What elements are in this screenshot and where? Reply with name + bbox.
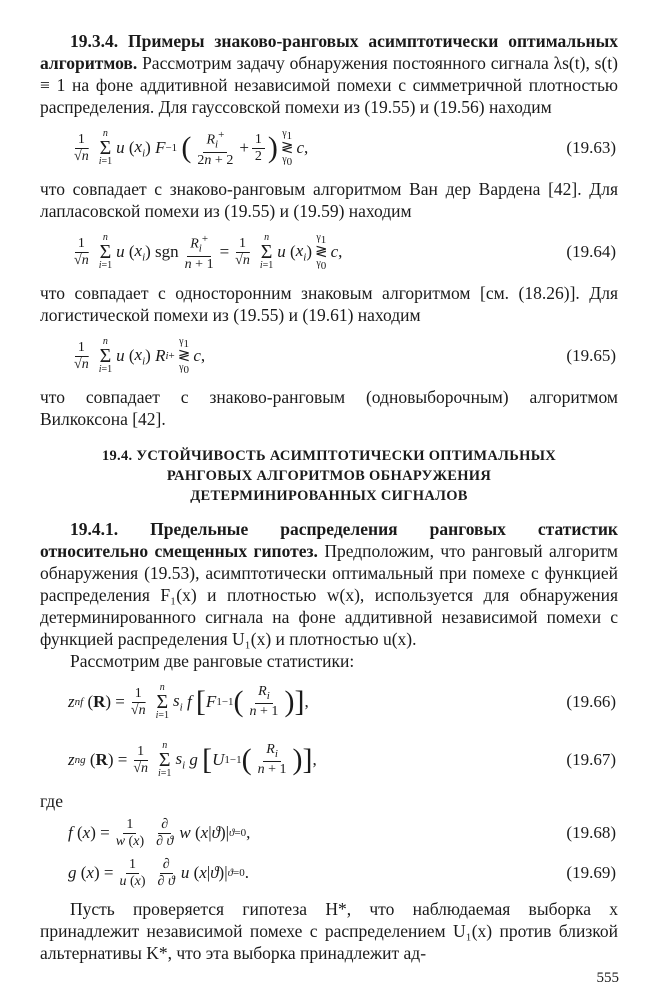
paragraph-7: где <box>40 791 63 811</box>
page-number: 555 <box>596 970 619 986</box>
paragraph-2: что совпадает с знаково-ранговым алгоритмом Ван дер Вардена [42]. Для лапласовской помехи из (19.55) и (19.59) находим <box>40 179 618 221</box>
page-content <box>40 30 618 964</box>
equation-19-68: f ( x ) = $\frac{1}{w (x)}$ $\frac{\partial}{\partial ϑ}$ w ( x | ϑ )| ϑ=0 , (19.68) <box>68 816 616 849</box>
equation-number: (19.67) <box>566 750 616 769</box>
equation-19-69: g ( x ) = $\frac{1}{u (x)}$ $\frac{\partial}{\partial ϑ}$ u ( x | ϑ )| ϑ=0 . (19.69) <box>68 856 616 889</box>
paragraph-8: Пусть проверяется гипотеза H*, что наблюдаемая выборка x принадлежит независимой помехе с распределением U₁(x) против близкой альтернативы K*, что эта выборка принадлежит ад- <box>40 899 618 963</box>
equation-19-65: $\frac{1}{√n}$ n Σ i=1 u ( $x_i$ ) R i + $\gamma_1$ ≷ $\gamma_0$ c , (19.65) <box>74 336 616 376</box>
paragraph-19-4-1: 19.4.1. Предельные распределения ранговых статистик относительно смещенных гипотез. Предположим, что ранговый алгоритм обнаружения (19.53), асимптотически оптимальный при помехе с функцией распределения F₁(x) и плотностью w(x), используется для обнаружения детерминированного сигнала на фоне аддитивной независимой помехи с функцией распределения U₁(x) и плотностью u(x). <box>40 519 618 649</box>
subsection-title-19-4-1: 19.4.1. Предельные распределения ранговых статистик относительно смещенных гипотез. <box>40 519 618 561</box>
equation-number: (19.64) <box>566 242 616 261</box>
equation-number: (19.66) <box>566 692 616 711</box>
paragraph-3: что совпадает с односторонним знаковым алгоритмом [см. (18.26)]. Для логистической помехи из (19.55) и (19.61) находим <box>40 283 618 325</box>
equation-19-63: $\frac{1}{√n}$ n Σ i=1 u ( $x_i$ ) F −1 ( $\frac{R_i^+}{2n + 2}$ + $\frac{1}{2}$ ) $\gamma_1$ ≷ $\gamma_0$ c , (19.63) <box>74 128 616 169</box>
equation-19-66: z nf ( R ) = $\frac{1}{√n}$ n Σ i=1 $s_i$ f [ F 1 −1 ( $\frac{R_i}{n + 1}$ ) ] , (19.66) <box>68 682 616 721</box>
equation-number: (19.63) <box>566 138 616 157</box>
equation-number: (19.69) <box>566 863 616 882</box>
equation-19-64: $\frac{1}{√n}$ n Σ i=1 u ( $x_i$ ) sgn $\frac{R_i^+}{n + 1}$ = $\frac{1}{√n}$ n Σ i=1 u ( $x_i$ ) $\gamma_1$ ≷ $\gamma_0$ c , (19.64) <box>74 232 616 273</box>
paragraph-6: Рассмотрим две ранговые статистики: <box>70 651 355 671</box>
section-heading-19-4: 19.4. УСТОЙЧИВОСТЬ АСИМПТОТИЧЕСКИ ОПТИМАЛЬНЫХ РАНГОВЫХ АЛГОРИТМОВ ОБНАРУЖЕНИЯ ДЕТЕРМИНИРОВАННЫХ СИГНАЛОВ <box>101 448 557 504</box>
paragraph-4: что совпадает с знаково-ранговым (одновыборочным) алгоритмом Вилкоксона [42]. <box>40 387 618 429</box>
paragraph-19-3-4: 19.3.4. Примеры знаково-ранговых асимптотически оптимальных алгоритмов. Рассмотрим задачу обнаружения постоянного сигнала λs(t), s(t) ≡ 1 на фоне аддитивной независимой помехи с симметричной плотностью распределения. Для гауссовской помехи из (19.55) и (19.56) находим <box>40 31 618 117</box>
equation-19-67: z ng ( R ) = $\frac{1}{√n}$ n Σ i=1 $s_i$ g [ U 1 −1 ( $\frac{R_i}{n + 1}$ ) ] , (19.67) <box>68 740 616 779</box>
equation-number: (19.68) <box>566 823 616 842</box>
subsection-title-19-3-4: 19.3.4. Примеры знаково-ранговых асимптотически оптимальных алгоритмов. <box>40 31 618 73</box>
equation-number: (19.65) <box>566 346 616 365</box>
